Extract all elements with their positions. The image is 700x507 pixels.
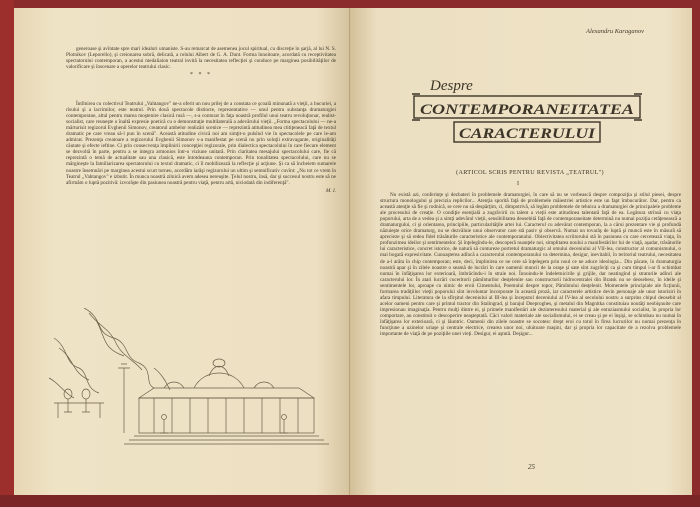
article-subtitle: (ARTICOL SCRIS PENTRU REVISTA „TEATRUL") [456, 169, 604, 176]
left-top-text: generoase şi avîntate spre mari idealuri umaniste. S-au remarcat de asemenea jocul spiritual, cu discreţie în şarjă, al lui N. S. Plotnikov (Leporello), şi creionarea sobră, delicată, a rolului Albert de G. A. Dunt. Forma înnoitoare, acordată cu receptivitatea spectatorului contemporan, a acestui medaliaion teatral invită la necesitatea reflecţiei şi conduce pe marginea posibilităţilor de valorificare şi înscenare a operelor teatrului clasic. [66, 46, 336, 71]
page-number: 25 [528, 463, 535, 471]
section-separator: * * * [190, 72, 212, 79]
title-line-despre: Despre [430, 78, 473, 94]
book-binding-bottom [0, 495, 700, 507]
article-signature: M. I. [326, 187, 336, 194]
theatre-building-illustration [44, 308, 344, 448]
section-number: I [517, 181, 519, 187]
left-body-text: Întîlnirea cu colectivul Teatrului „Vahtangov" ne-a oferit un nou prilej de a constata ce şcoală minunată a vieţii, a bucuriei, a rîsului şi a lacrimilor, este teatrul. Prin două spectacole distincte, reprezentative — unul pentru substanţa dramaturgiei contemporane, altul pentru marea moştenire clasică rusă —, s-a conturat în faţa noastră profilul unui teatru revoluţionar, realist-socialist, care reuneşte o înaltă expresie poetică cu o demonstraţie multilaterală a adevărului vieţii. „Forma spectacolului — ne-a mărturisit regizorul Evghenii Simonov, creatorul ambelor realizări scenice — reprezintă atitudinea mea ctitiţeneacă faţă de textul dramatic pe care vreau să-l pun în scenă". Această atitudine civică noi am simţit-o pulsînd vie în spectacolele pe care le-am admirat. Prezenţa creatoare a regizorului Evghenii Simonov s-a manifestat pe scenă nu prin soluţii extravagante, originalităţi căutate şi efecte ieftine. Ci prin consecvenţa împlinirii concepţiei regizorale, prin dialectica spectacolului în care fiecare element se dezvoltă în parte, pentru a se integra armonios într-o viziune unitară. Prin claritatea mesajului spectacolului care, fie că reprezintă o temă de actualitate sau una clasică, este întotdeauna contemporan. Prin tonalitatea spectacolului, care nu se mărgineşte la familiarizarea spectatorului cu textul dramatic, ci îl mobilizează la reflecţie şi acţiune. Şi ca să încheiem sumarele noastre însemnări pe marginea acestui scurt turneu, acordăm iarăşi regizorului un ultim şi semnificativ cuvînt: „Nu tot ce vrem în Teatrul „Vahtangov" e izbutit. În munca noastră zilnică avem adesea nereuşite. Ţelul nostru, însă, dar şi succesul nostru este să ne afirmăm o luptă pozitivă: izvorăşte din pasiunea noastră pentru viaţă, pentru artă, niciodată din indiferenţă". [66, 101, 336, 186]
left-body [66, 101, 336, 301]
right-body-text: Nu există azi, conferinţe şi dezbateri în problemele dramaturgiei, în care să nu se vorbească despre compoziţia şi stilul piesei, despre structura monologului şi precizia replicilor... Atenţia sporită faţă de problemele măiestriei artistice este un fapt îmbucurător. Dar, pentru ca această atenţie să fie şi rodnică, se cere nu să despărţim, ci, dimpotrivă, să legăm problemele de tehnica a dramaturgiei de principalele probleme ale procesului de creaţie. O condiţie esenţială a zugrăvirii cu talent a vieţii este atitudinea talentată faţă de ea. Legătura strînsă cu viaţa poporului, arta de a vedea şi a simţi adevărul vieţii, sensibilitatea deosebită faţă de contemporaneitate determină nu numai poziţia cetăţenească a dramaturgului, ci şi orientarea, principiile, particularităţile artei lui. Caracterul cu adevărat contemporan, la a cărui prezentare vie şi profundă năzuieşte orice dramaturg, nu se dezvăluie unui observator care stă pasiv şi observă. Numai un tovarăş de luptă şi muncă este în măsură să aprecieze şi să redea fidel trăsăturile caracteristice ale contemporanului. Obiectivitatea scriitorului stă în pasiunea cu care cercetează viaţa, în profunzimea ideilor şi sentimentelor. Şi înţelegîndu-le, descoperă nuanţele noi, simplitatea noului a manifestărilor lui de viaţă, aşadar, trăsăturile lui caracteristice, concret istorice, de natură să contureze portretul dramaturgic al omului deceniului al VII-lea, constructor al comunismului, o mai bogată expresivitate. Cunoaşterea adîncă a caracterului contemporanului va determina, desigur, inevitabil, în teritoriul teatrului, necesitatea de a-l arăta în chip contemporan; este, deci, împlinirea ce ne cere să înţelegem prin noul ce ne aduce ideologia... Din păcate, în dramaturgia noastră apar şi în zilele noastre o seamă de lucrări în care oamenii muncii de la oraşe şi sate sînt zugrăviţi ca şi cum timpul i-ar fi schimbat numai în înfăţişarea lor exterioară, îmbrăcîndu-i în straie noi. Înnoindu-le îndeletnicirile şi grijile, dar neatingînd şi straturile adînci ale caracterului lor. În atari lucrări cuceritorii pămînturilor desţelenite sau constructorii hidrocentralei din Bratsk nu se deosebesc, în ideile şi sentimentele lor, aproape cu nimic de eroii Cimentului, Poemului despre topor, Pămîntului desţelenit. Momentele principiale ale ficţiunii, formarea tradiţiilor vieţii poporului sînt involuntar încorporate în această proză, iar caracterele artistice devin personaje ale unor istorisiri în afara timpului. Literatura de la sfîrşitul deceniului al III-lea şi începutul deceniului al IV-lea al secolului nostru a surprins chipul deosebit al acelor oameni pentru care şi primul tractor din Stalingrad, şi barajul Dneproghes, şi metalul din Magnitka constituiau noutăţi neobişnuite care impresionau imaginaţia. Pentru mulţi dintre ei, şi primele manifestări ale dezinteresului material şi ale entuziasmului socialist, în propria lor comportare, au constituit o descoperire neaşteptată. Căci valori materiale ale socialismului, ei se creau şi pe ei înşişi, se schimbau nu numai în înfăţişarea lor exterioară, ci şi lăuntric. Oamenii din zilele noastre se socotesc drept eroi cu totul în firea lucrurilor nu numai prezenţa în funcţiune a uzinelor uriaşe şi centrale electrice, crearea unor noi, uluitoare maşini, dar şi propria lor capacitate de a rezolva problemele importante de viaţă de pe poziţiile unei vieţi. Desigur, ei aştută. Deşigur... [380, 192, 681, 338]
title-line-contemporaneitatea: CONTEMPORANEITATEA [420, 102, 634, 118]
book-binding-spine [0, 0, 14, 507]
right-page [350, 8, 692, 495]
author-name: Alexandru Karaganov [586, 28, 644, 35]
left-top-paragraph [66, 46, 336, 81]
title-line-caracterului: CARACTERULUI [459, 126, 597, 142]
right-body [380, 192, 681, 456]
left-page [14, 8, 349, 495]
article-title-graphic [412, 72, 642, 162]
